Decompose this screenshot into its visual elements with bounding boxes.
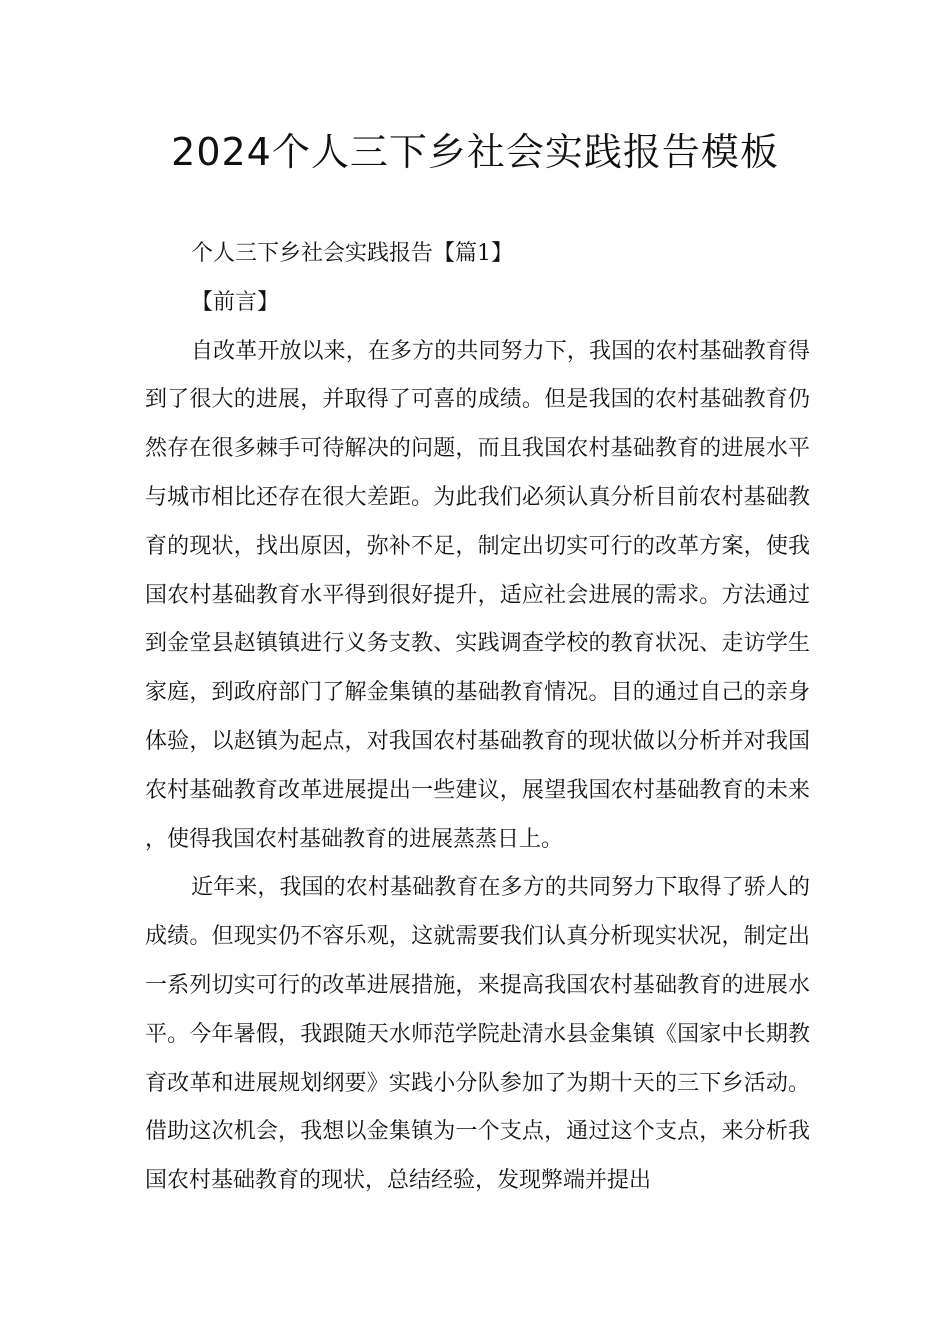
section-heading: 个人三下乡社会实践报告【篇1】 bbox=[191, 241, 513, 266]
body-paragraph-1: 自改革开放以来，在多方的共同努力下，我国的农村基础教育得到了很大的进展，并取得了可喜的成绩。但是我国的农村基础教育仍然存在很多棘手可待解决的问题，而且我国农村基础教育的进展水平与城市相比还存在很大差距。为此我们必须认真分析目前农村基础教育的现状，找出原因，弥补不足，制定出切实可行的改革方案，使我国农村基础教育水平得到很好提升，适应社会进展的需求。方法通过到金堂县赵镇镇进行义务支教、实践调查学校的教育状况、走访学生家庭，到政府部门了解金集镇的基础教育情况。目的通过自己的亲身体验，以赵镇为起点，对我国农村基础教育的现状做以分析并对我国农村基础教育改革进展提出一些建议，展望我国农村基础教育的未来，使得我国农村基础教育的进展蒸蒸日上。 bbox=[145, 338, 810, 852]
body-paragraph-2: 近年来，我国的农村基础教育在多方的共同努力下取得了骄人的成绩。但现实仍不容乐观，这就需要我们认真分析现实状况，制定出一系列切实可行的改革进展措施，来提高我国农村基础教育的进展水平。今年暑假，我跟随天水师范学院赴清水县金集镇《国家中长期教育改革和进展规划纲要》实践小分队参加了为期十天的三下乡活动。借助这次机会，我想以金集镇为一个支点，通过这个支点，来分析我国农村基础教育的现状，总结经验，发现弊端并提出 bbox=[145, 875, 810, 1194]
document-body bbox=[145, 230, 810, 1206]
preface-heading: 【前言】 bbox=[191, 289, 280, 315]
document-title: 2024个人三下乡社会实践报告模板 bbox=[171, 130, 779, 174]
